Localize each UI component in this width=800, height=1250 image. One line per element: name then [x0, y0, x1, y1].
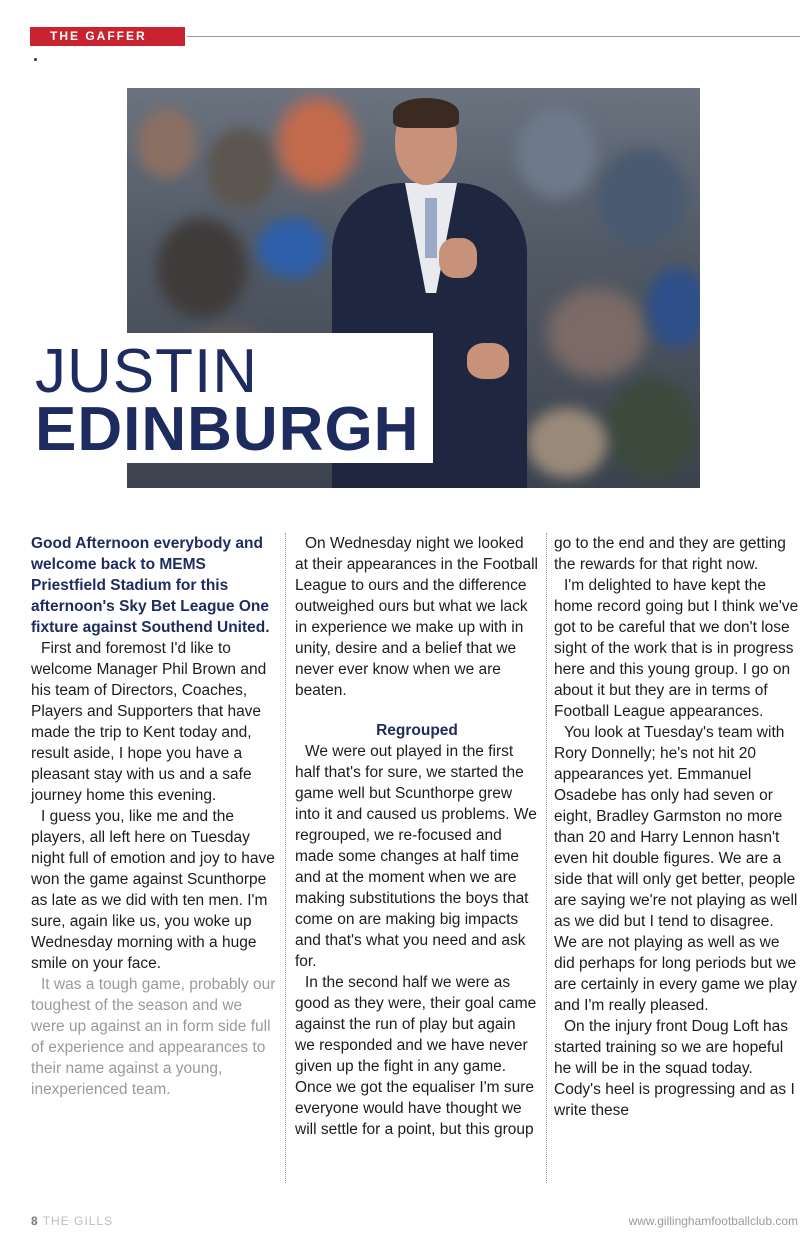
first-name: JUSTIN — [35, 337, 258, 406]
paragraph: It was a tough game, probably our toughest of the season and we were up against an in form side full of experience and appearances to their name against a young, inexperienced team. — [31, 976, 276, 1098]
paragraph: On Wednesday night we looked at their appearances in the Football League to ours and the difference outweighed ours but what we lack in experience we make up with in unity, desire and a belief that we never ever know when we are beaten. — [295, 535, 538, 699]
section-tag: THE GAFFER — [30, 27, 185, 46]
name-plate — [31, 333, 433, 463]
article-column-3 — [554, 533, 800, 1121]
website-link[interactable]: www.gillinghamfootballclub.com — [628, 1214, 798, 1228]
header-rule — [187, 36, 800, 37]
paragraph: go to the end and they are getting the rewards for that right now. — [554, 535, 786, 573]
last-name: EDINBURGH — [35, 395, 420, 464]
paragraph: I guess you, like me and the players, all left here on Tuesday night full of emotion and joy to have won the game against Scunthorpe as late as we did with ten men. I'm sure, again like us, you woke up Wednesday morning with a huge smile on your face. — [31, 808, 275, 972]
page-footer — [31, 1214, 113, 1228]
paragraph: First and foremost I'd like to welcome Manager Phil Brown and his team of Directors, Coaches, Players and Supporters that have made the trip to Kent today and, result aside, I hope you have a pleasant stay with us and a safe journey home this evening. — [31, 640, 267, 804]
paragraph: In the second half we were as good as they were, their goal came against the run of play but again we responded and we have never given up the fight in any game. Once we got the equaliser I'm sure everyone would have thought we will settle for a point, but this group — [295, 974, 537, 1138]
page-number: 8 — [31, 1214, 39, 1228]
article-column-2 — [295, 533, 539, 1140]
paragraph: You look at Tuesday's team with Rory Donnelly; he's not hit 20 appearances yet. Emmanuel Osadebe has only had seven or eight, Bradley Garmston no more than 20 and Harry Lennon hasn't even hit double figures. We are a side that will only get better, people are saying we're not playing as well as we did but I tend to disagree. We are not playing as well as we did perhaps for long periods but we are certainly in every game we play and I'm really pleased. — [554, 724, 798, 1014]
article-column-1 — [31, 533, 279, 1100]
paragraph: On the injury front Doug Loft has started training so we are hopeful he will be in the squad today. Cody's heel is progressing and as I write these — [554, 1018, 795, 1119]
column-divider — [285, 533, 286, 1183]
decorative-dot — [34, 58, 37, 61]
paragraph: We were out played in the first half that's for sure, we started the game well but Scunthorpe grew into it and caused us problems. We regrouped, we re-focused and made some changes at half time and at the moment when we are making substitutions the boys that come on are making big impacts and that's what you need and ask for. — [295, 743, 537, 970]
lead-paragraph: Good Afternoon everybody and welcome back to MEMS Priestfield Stadium for this afternoon's Sky Bet League One fixture against Southend United. — [31, 535, 270, 636]
column-divider — [546, 533, 547, 1183]
publication-name: THE GILLS — [42, 1214, 114, 1228]
paragraph: I'm delighted to have kept the home record going but I think we've got to be careful that we don't lose sight of the work that is in progress here and this young group. I go on about it but they are in terms of Football League appearances. — [554, 577, 799, 720]
subheading: Regrouped — [376, 722, 458, 739]
